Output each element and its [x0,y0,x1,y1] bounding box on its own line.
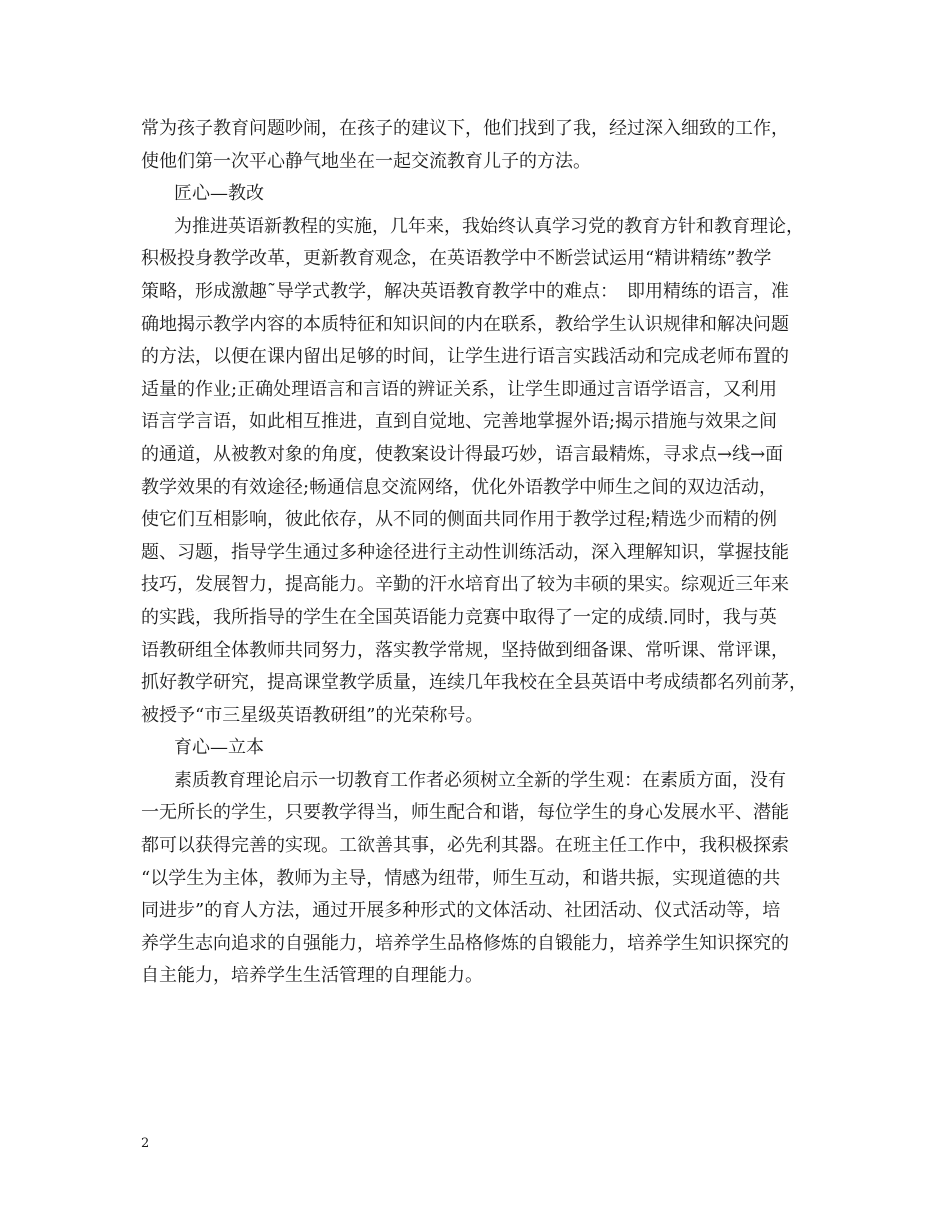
text-line: 育心—立本 [174,737,264,759]
text-line: 养学生志向追求的自强能力，培养学生品格修炼的自锻能力，培养学生知识探究的 [141,932,789,954]
text-line: 的方法，以便在课内留出足够的时间，让学生进行语言实践活动和完成老师布置的 [141,346,789,368]
text-line: 匠心—教改 [174,183,264,205]
text-line: 教学效果的有效途径;畅通信息交流网络，优化外语教学中师生之间的双边活动， [141,476,778,498]
text-line: 积极投身教学改革，更新教育观念，在英语教学中不断尝试运用“精讲精练”教学 [141,248,772,270]
text-line: 同进步”的育人方法，通过开展多种形式的文体活动、社团活动、仪式活动等，培 [141,900,781,922]
text-line: 被授予“市三星级英语教研组”的光荣称号。 [141,704,484,726]
text-line: 策略，形成激趣˜导学式教学，解决英语教育教学中的难点： 即用精练的语言，准 [141,280,789,302]
text-line: 素质教育理论启示一切教育工作者必须树立全新的学生观：在素质方面，没有 [174,769,786,791]
text-line: 使他们第一次平心静气地坐在一起交流教育儿子的方法。 [141,150,591,172]
text-line: 适量的作业;正确处理语言和言语的辨证关系，让学生即通过言语学语言，又利用 [141,378,778,400]
text-line: 为推进英语新教程的实施，几年来，我始终认真学习党的教育方针和教育理论， [174,215,804,237]
text-line: 语教研组全体教师共同努力，落实教学常规，坚持做到细备课、常听课、常评课， [141,639,789,661]
text-line: 常为孩子教育问题吵闹，在孩子的建议下，他们找到了我，经过深入细致的工作， [141,118,789,139]
text-line: 的通道，从被教对象的角度，使教案设计得最巧妙，语言最精炼，寻求点→线→面 [141,443,784,465]
text-line: 技巧，发展智力，提高能力。辛勤的汗水培育出了较为丰硕的果实。综观近三年来 [141,574,789,596]
page-number: 2 [141,1136,150,1151]
text-line: 一无所长的学生，只要教学得当，师生配合和谐，每位学生的身心发展水平、潜能 [141,802,789,824]
text-line: 抓好教学研究，提高课堂教学质量，连续几年我校在全县英语中考成绩都名列前茅， [141,672,807,694]
text-line: 确地揭示教学内容的本质特征和知识间的内在联系，教给学生认识规律和解决问题 [141,313,789,335]
text-line: 的实践，我所指导的学生在全国英语能力竞赛中取得了一定的成绩.同时，我与英 [141,606,777,628]
document-body [141,113,831,993]
text-line: 题、习题，指导学生通过多种途径进行主动性训练活动，深入理解知识，掌握技能 [141,541,789,563]
text-line: 语言学言语，如此相互推进，直到自觉地、完善地掌握外语;揭示措施与效果之间 [141,411,778,433]
text-line: “以学生为主体，教师为主导，情感为纽带，师生互动，和谐共振，实现道德的共 [141,867,781,889]
text-line: 使它们互相影响，彼此依存，从不同的侧面共同作用于教学过程;精选少而精的例 [141,509,778,531]
text-line: 都可以获得完善的实现。工欲善其事，必先利其器。在班主任工作中，我积极探索 [141,835,789,857]
text-line: 自主能力，培养学生生活管理的自理能力。 [141,965,483,987]
